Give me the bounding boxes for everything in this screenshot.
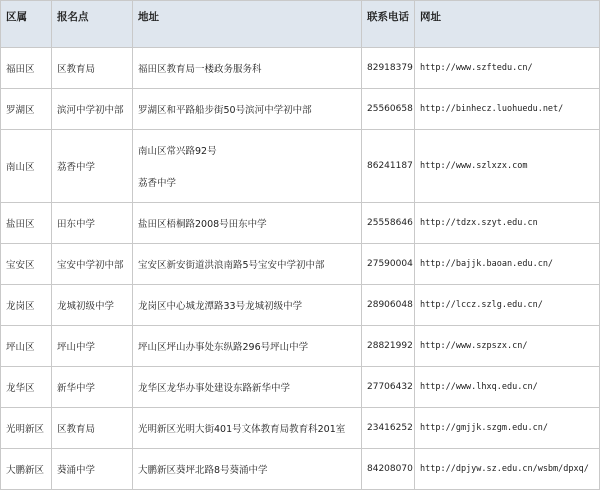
table-row [1, 326, 600, 367]
phone-cell: 27590004 [362, 244, 415, 285]
district-cell: 宝安区 [1, 244, 52, 285]
table-row [1, 285, 600, 326]
header-url: 网址 [415, 1, 600, 48]
phone-cell: 27706432 [362, 367, 415, 408]
header-site: 报名点 [52, 1, 133, 48]
website-link[interactable]: http://www.szpszx.cn/ [415, 326, 600, 367]
website-link[interactable]: http://www.szftedu.cn/ [415, 48, 600, 89]
address-cell [133, 48, 362, 89]
site-cell: 区教育局 [52, 408, 133, 449]
header-district: 区属 [1, 1, 52, 48]
website-link[interactable]: http://bajjk.baoan.edu.cn/ [415, 244, 600, 285]
district-cell: 光明新区 [1, 408, 52, 449]
address-line: 福田区教育局一楼政务服务科 [138, 64, 262, 75]
address-cell [133, 89, 362, 130]
address-cell [133, 367, 362, 408]
address-cell [133, 203, 362, 244]
phone-cell: 28821992 [362, 326, 415, 367]
table-row [1, 89, 600, 130]
site-cell: 龙城初级中学 [52, 285, 133, 326]
address-line: 盐田区梧桐路2008号田东中学 [138, 219, 267, 230]
phone-cell: 84208070 [362, 449, 415, 490]
table-row [1, 244, 600, 285]
district-cell: 福田区 [1, 48, 52, 89]
website-link[interactable]: http://www.szlxzx.com [415, 130, 600, 203]
address-line: 光明新区光明大街401号文体教育局教育科201室 [138, 424, 346, 435]
district-cell: 南山区 [1, 130, 52, 203]
header-address: 地址 [133, 1, 362, 48]
district-cell: 盐田区 [1, 203, 52, 244]
district-cell: 坪山区 [1, 326, 52, 367]
address-line: 南山区常兴路92号 [138, 146, 217, 157]
phone-cell: 25558646 [362, 203, 415, 244]
site-cell: 宝安中学初中部 [52, 244, 133, 285]
website-link[interactable]: http://gmjjk.szgm.edu.cn/ [415, 408, 600, 449]
site-cell: 滨河中学初中部 [52, 89, 133, 130]
district-cell: 龙岗区 [1, 285, 52, 326]
website-link[interactable]: http://tdzx.szyt.edu.cn [415, 203, 600, 244]
phone-cell: 82918379 [362, 48, 415, 89]
table-body [1, 48, 600, 490]
address-cell [133, 449, 362, 490]
address-line: 罗湖区和平路船步街50号滨河中学初中部 [138, 105, 312, 116]
site-cell: 葵涌中学 [52, 449, 133, 490]
address-cell [133, 408, 362, 449]
site-cell: 坪山中学 [52, 326, 133, 367]
site-cell: 荔香中学 [52, 130, 133, 203]
table-header-row [1, 1, 600, 48]
site-cell: 区教育局 [52, 48, 133, 89]
district-cell: 罗湖区 [1, 89, 52, 130]
table-row [1, 449, 600, 490]
table-row [1, 367, 600, 408]
phone-cell: 23416252 [362, 408, 415, 449]
table-row [1, 130, 600, 203]
address-line: 龙岗区中心城龙潭路33号龙城初级中学 [138, 301, 303, 312]
district-cell: 大鹏新区 [1, 449, 52, 490]
address-line: 龙华区龙华办事处建设东路新华中学 [138, 383, 291, 394]
phone-cell: 28906048 [362, 285, 415, 326]
site-cell: 新华中学 [52, 367, 133, 408]
website-link[interactable]: http://binhecz.luohuedu.net/ [415, 89, 600, 130]
site-cell: 田东中学 [52, 203, 133, 244]
website-link[interactable]: http://www.lhxq.edu.cn/ [415, 367, 600, 408]
table-row [1, 408, 600, 449]
address-cell [133, 244, 362, 285]
address-cell [133, 130, 362, 203]
address-cell [133, 285, 362, 326]
website-link[interactable]: http://dpjyw.sz.edu.cn/wsbm/dpxq/ [415, 449, 600, 490]
address-line: 大鹏新区葵坪北路8号葵涌中学 [138, 465, 268, 476]
table-row [1, 48, 600, 89]
website-link[interactable]: http://lccz.szlg.edu.cn/ [415, 285, 600, 326]
table-row [1, 203, 600, 244]
phone-cell: 25560658 [362, 89, 415, 130]
address-line: 荔香中学 [138, 178, 177, 189]
district-cell: 龙华区 [1, 367, 52, 408]
address-cell [133, 326, 362, 367]
address-line: 宝安区新安街道洪浪南路5号宝安中学初中部 [138, 260, 325, 271]
address-line: 坪山区坪山办事处东纵路296号坪山中学 [138, 342, 309, 353]
phone-cell: 86241187 [362, 130, 415, 203]
header-phone: 联系电话 [362, 1, 415, 48]
